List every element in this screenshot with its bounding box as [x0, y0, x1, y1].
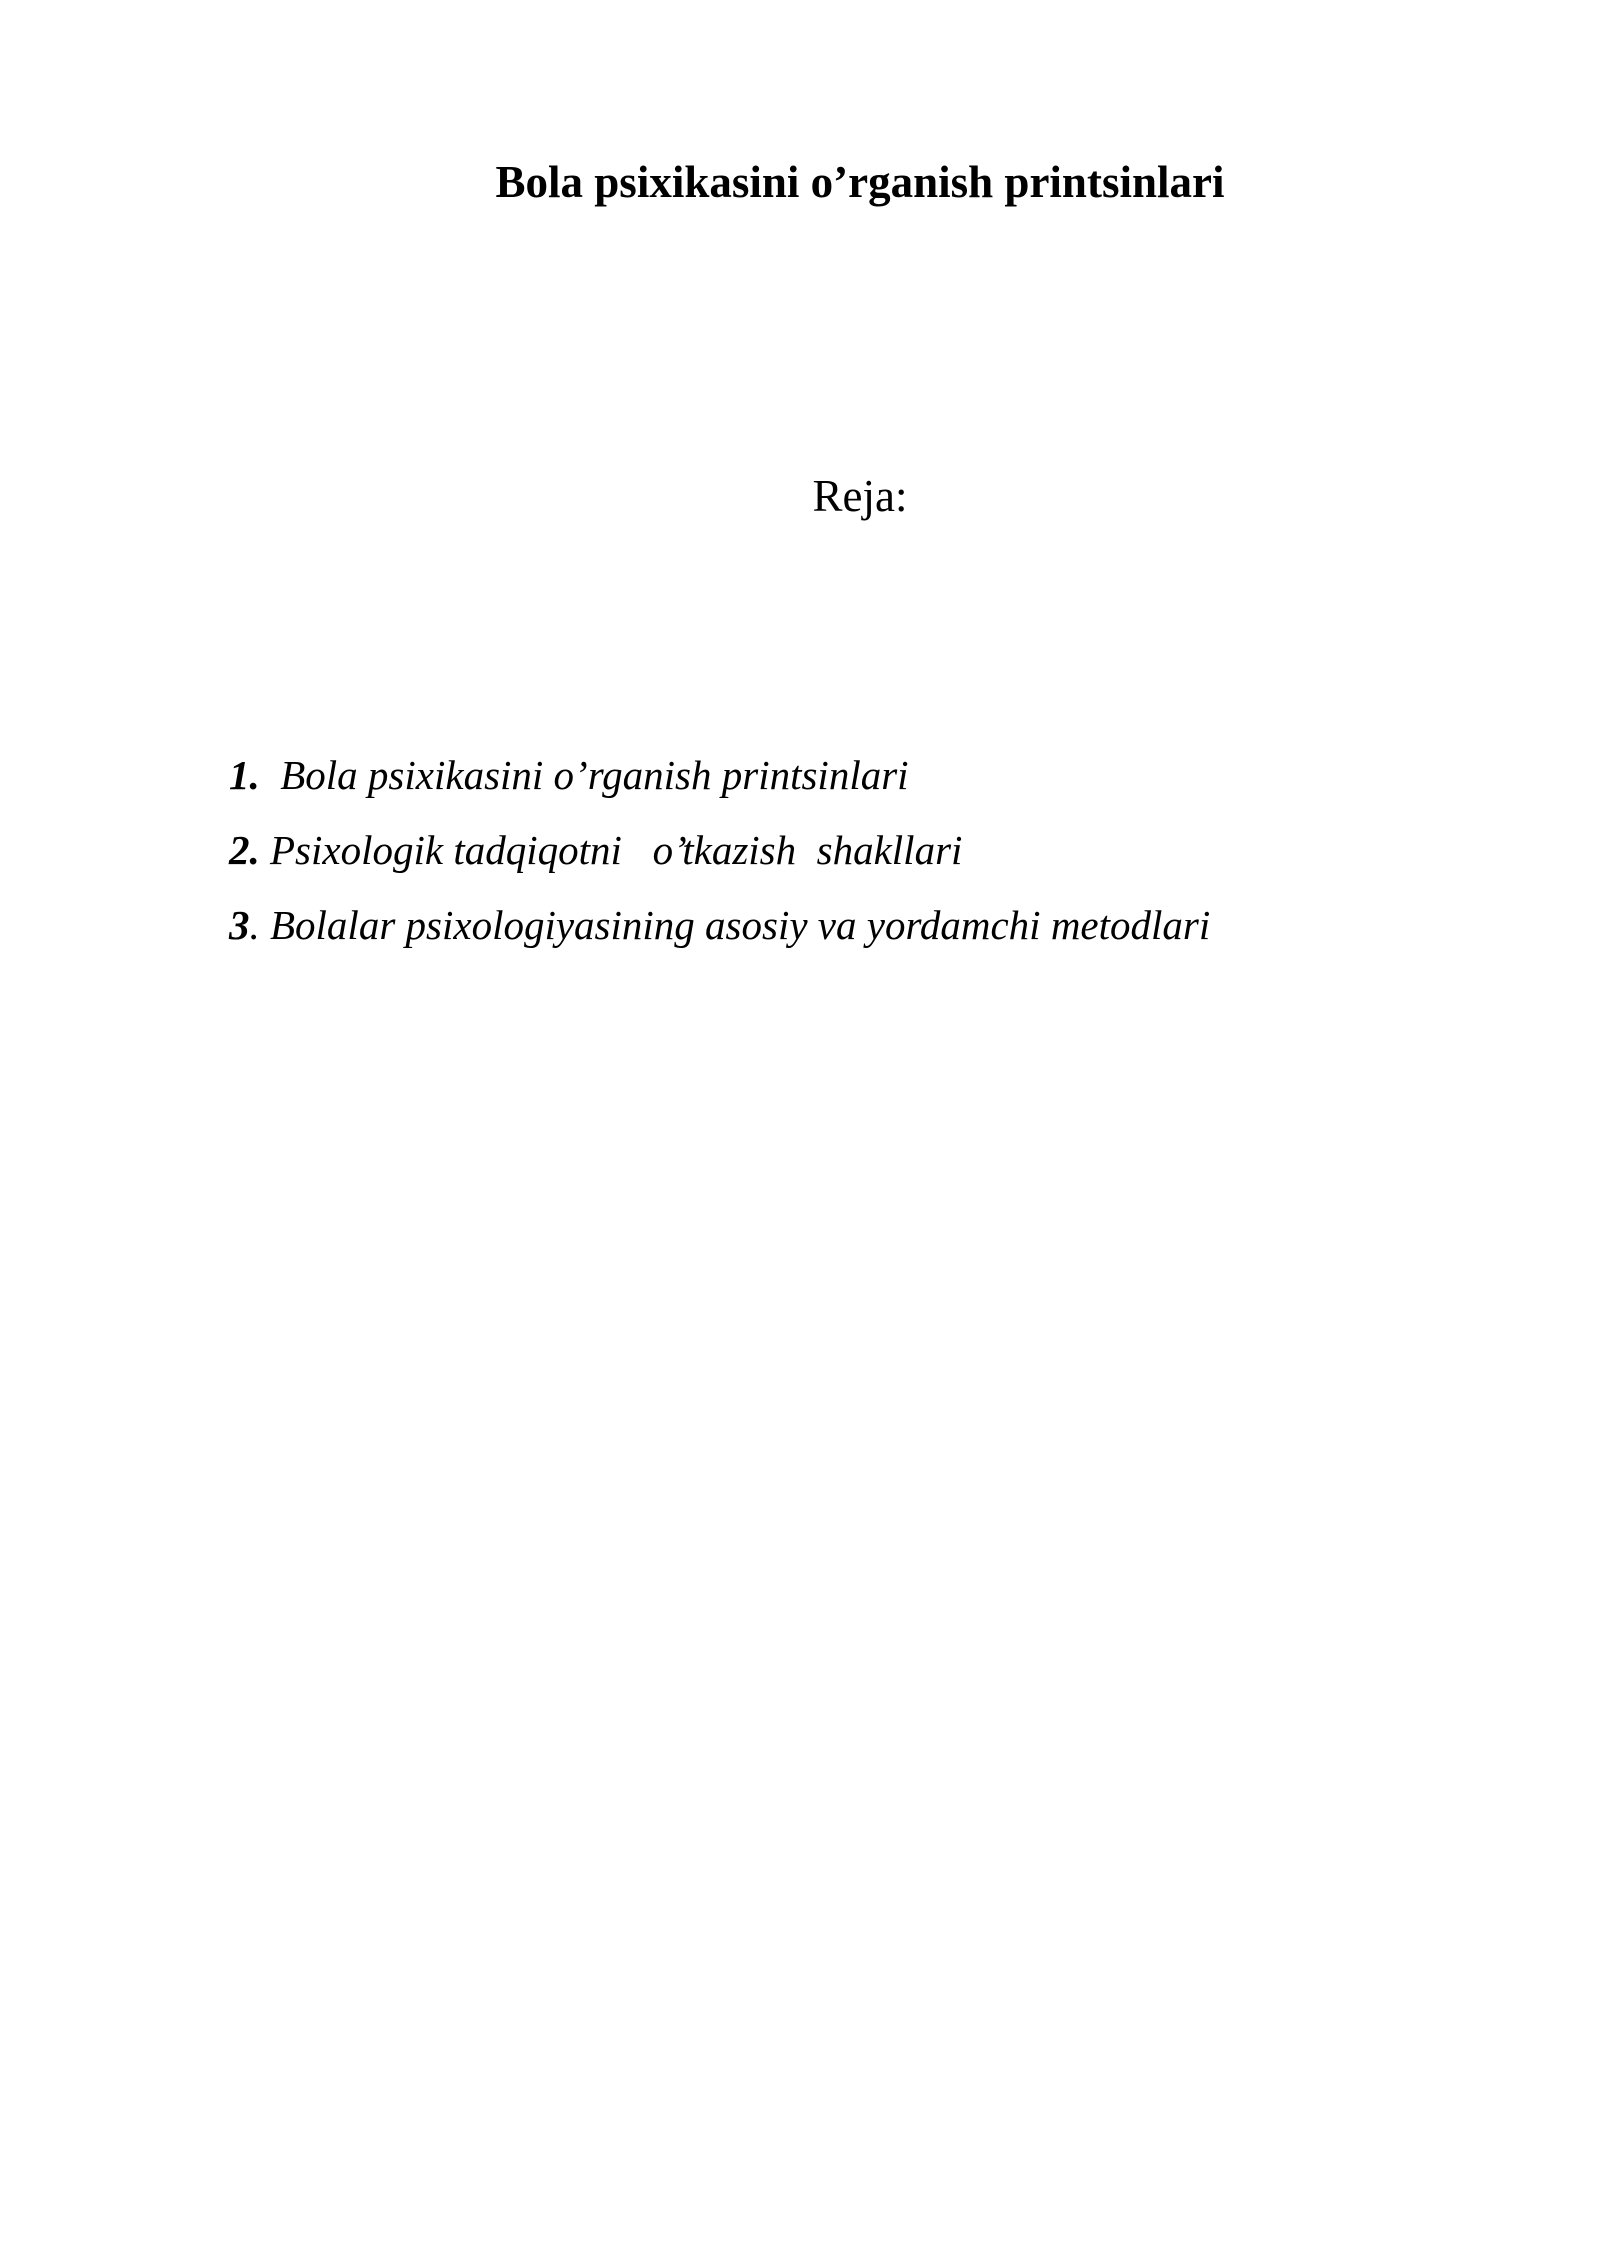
plan-item-text: Bolalar psixologiyasining asosiy va yordamchi metodlari [270, 902, 1211, 948]
plan-item-number: 2. [229, 827, 260, 873]
plan-item-1 [229, 738, 1210, 813]
plan-item-2 [229, 813, 1210, 888]
plan-item-number: 1. [229, 752, 260, 798]
plan-heading: Reja: [812, 471, 908, 521]
plan-item-separator [260, 827, 270, 873]
plan-item-text: Bola psixikasini o’rganish printsinlari [280, 752, 909, 798]
plan-list [229, 738, 1210, 963]
plan-item-separator [260, 752, 281, 798]
plan-item-text: Psixologik tadqiqotni o’tkazish shakllari [270, 827, 963, 873]
document-title: Bola psixikasini o’rganish printsinlari [495, 157, 1225, 207]
plan-item-number: 3 [229, 902, 250, 948]
plan-item-separator: . [249, 902, 270, 948]
plan-item-3 [229, 888, 1210, 963]
